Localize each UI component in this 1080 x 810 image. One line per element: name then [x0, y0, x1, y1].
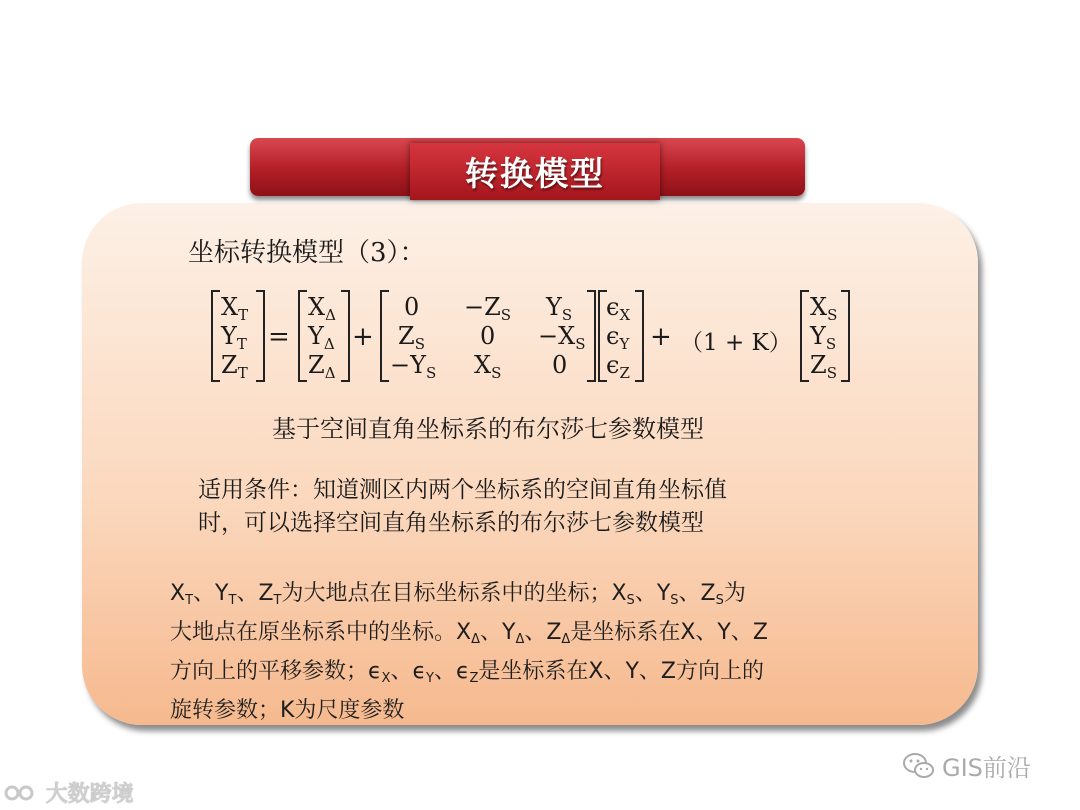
matrix-cell: $Z_T$ — [221, 351, 248, 382]
matrix-cell: $\epsilon_Y$ — [606, 322, 630, 353]
matrix-cell: $Z_\Delta$ — [308, 351, 336, 382]
matrix-cell: $Z_S$ — [810, 351, 837, 382]
matrix-cell: $Z_S$ — [398, 322, 425, 353]
condition-text — [198, 474, 838, 540]
matrix-cell: $-Z_S$ — [464, 293, 512, 324]
legend-line: 方向上的平移参数；$\epsilon_X$、$\epsilon_Y$、$\epsilon_Z$是坐标系在X、Y、Z方向上的 — [170, 659, 764, 686]
watermark-right-text: GIS前沿 — [942, 754, 1031, 782]
matrix-cell: $Y_\Delta$ — [308, 322, 335, 353]
formula-caption: 基于空间直角坐标系的布尔莎七参数模型 — [272, 415, 704, 443]
matrix-epsilon — [598, 290, 644, 382]
matrix-cell: $\epsilon_Z$ — [606, 351, 630, 382]
brand-logo-icon — [4, 782, 38, 804]
matrix-cell: $Y_T$ — [221, 322, 247, 353]
matrix-cell: 0 — [552, 351, 568, 379]
matrix-rotation — [380, 290, 596, 382]
watermark-right — [902, 748, 1031, 783]
matrix-cell: $-X_S$ — [538, 322, 586, 353]
condition-line: 适用条件：知道测区内两个坐标系的空间直角坐标值 — [198, 477, 727, 503]
matrix-target — [211, 290, 265, 382]
matrix-cell: $X_S$ — [474, 351, 502, 382]
matrix-cell: $X_S$ — [810, 293, 838, 324]
formula — [0, 290, 1080, 385]
matrix-cell: $X_T$ — [221, 293, 249, 324]
slide-title: 转换模型 — [465, 154, 605, 193]
title-banner-center — [410, 143, 660, 200]
wechat-icon — [902, 752, 936, 780]
legend-line: $X_T$、$Y_T$、$Z_T$为大地点在目标坐标系中的坐标；$X_S$、$Y_S$、$Z_S$为 — [170, 581, 746, 608]
matrix-cell: 0 — [480, 322, 496, 350]
watermark-left-text: 大数跨境 — [45, 782, 134, 807]
legend-text — [170, 578, 910, 727]
matrix-cell: $\epsilon_X$ — [606, 293, 631, 324]
subheading: 坐标转换模型（3）： — [188, 238, 426, 268]
matrix-shift — [298, 290, 350, 382]
matrix-cell: $Y_S$ — [546, 293, 573, 324]
condition-line: 时，可以选择空间直角坐标系的布尔莎七参数模型 — [198, 510, 704, 536]
matrix-cell: $X_\Delta$ — [308, 293, 336, 324]
legend-line: 旋转参数；K为尺度参数 — [170, 698, 405, 723]
equals-sign: = — [268, 322, 290, 352]
plus-sign: + — [352, 322, 374, 352]
matrix-cell: 0 — [404, 293, 420, 321]
watermark-left — [4, 777, 134, 808]
matrix-cell: $-Y_S$ — [390, 351, 437, 382]
plus-sign: + — [650, 322, 672, 352]
matrix-source — [800, 290, 850, 382]
scale-factor: （1 + K） — [680, 330, 792, 356]
matrix-cell: $Y_S$ — [810, 322, 837, 353]
legend-line: 大地点在原坐标系中的坐标。$X_\Delta$、$Y_\Delta$、$Z_\Delta$是坐标系在X、Y、Z — [170, 620, 768, 647]
